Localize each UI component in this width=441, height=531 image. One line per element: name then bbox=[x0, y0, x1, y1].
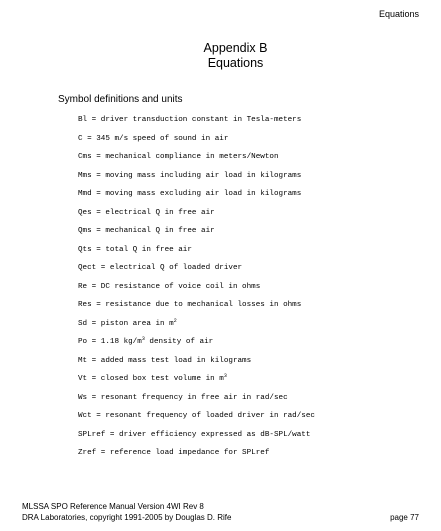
definition-item bbox=[78, 206, 315, 225]
definition-item bbox=[78, 261, 315, 280]
definition-text-continued: density of air bbox=[144, 338, 214, 346]
definition-text: Sd = piston area in m bbox=[78, 319, 174, 328]
definition-text: C = 345 m/s speed of sound in air bbox=[78, 134, 229, 143]
definition-text: Wct = resonant frequency of loaded driver in rad/sec bbox=[78, 412, 315, 420]
definition-item bbox=[78, 354, 315, 373]
definition-text: Mmd = moving mass excluding air load in kilograms bbox=[78, 190, 302, 198]
definition-item bbox=[78, 335, 315, 354]
definition-item bbox=[78, 169, 315, 188]
unit-exponent: 2 bbox=[173, 317, 177, 324]
definition-text: Qts = total Q in free air bbox=[78, 245, 192, 254]
definition-text: Vt = closed box test volume in m bbox=[78, 375, 224, 383]
definition-item bbox=[78, 446, 315, 465]
definition-item bbox=[78, 150, 315, 169]
page-number: page 77 bbox=[390, 513, 419, 522]
definition-text: Ws = resonant frequency in free air in rad/sec bbox=[78, 393, 288, 402]
footer bbox=[22, 501, 419, 523]
definition-item bbox=[78, 428, 315, 447]
definition-item bbox=[78, 372, 315, 391]
running-header: Equations bbox=[378, 9, 419, 19]
definition-item bbox=[78, 280, 315, 299]
definition-text: Zref = reference load impedance for SPLref bbox=[78, 449, 270, 457]
definition-item bbox=[78, 391, 315, 410]
definition-text: Po = 1.18 kg/m bbox=[78, 338, 142, 346]
definition-text: Mms = moving mass including air load in kilograms bbox=[78, 171, 302, 180]
definition-text: SPLref = driver efficiency expressed as dB-SPL/watt bbox=[78, 430, 311, 439]
footer-manual-title: MLSSA SPO Reference Manual Version 4WI Rev 8 bbox=[22, 502, 204, 511]
unit-exponent: 3 bbox=[223, 373, 227, 379]
definition-text: Qect = electrical Q of loaded driver bbox=[78, 264, 243, 272]
definition-text: Res = resistance due to mechanical losses in ohms bbox=[78, 301, 302, 309]
definition-item bbox=[78, 187, 315, 206]
definition-text: Qms = mechanical Q in free air bbox=[78, 227, 215, 235]
definition-text: Mt = added mass test load in kilograms bbox=[78, 356, 252, 365]
definition-item bbox=[78, 132, 315, 151]
definition-list bbox=[78, 113, 315, 465]
page-title bbox=[0, 41, 441, 71]
section-heading: Symbol definitions and units bbox=[58, 94, 183, 105]
definition-text: Qes = electrical Q in free air bbox=[78, 208, 215, 217]
page-title-line2: Equations bbox=[207, 56, 264, 70]
definition-text: Re = DC resistance of voice coil in ohms bbox=[78, 282, 261, 291]
definition-item bbox=[78, 317, 315, 336]
definition-item bbox=[78, 113, 315, 132]
page-title-line1: Appendix B bbox=[203, 41, 268, 55]
definition-item bbox=[78, 298, 315, 317]
footer-copyright: DRA Laboratories, copyright 1991-2005 by Douglas D. Rife bbox=[22, 513, 232, 522]
definition-item bbox=[78, 224, 315, 243]
definition-text: Cms = mechanical compliance in meters/Newton bbox=[78, 153, 279, 161]
unit-exponent: 3 bbox=[141, 336, 145, 342]
definition-text: Bl = driver transduction constant in Tesla-meters bbox=[78, 116, 302, 124]
definition-item bbox=[78, 243, 315, 262]
definition-item bbox=[78, 409, 315, 428]
